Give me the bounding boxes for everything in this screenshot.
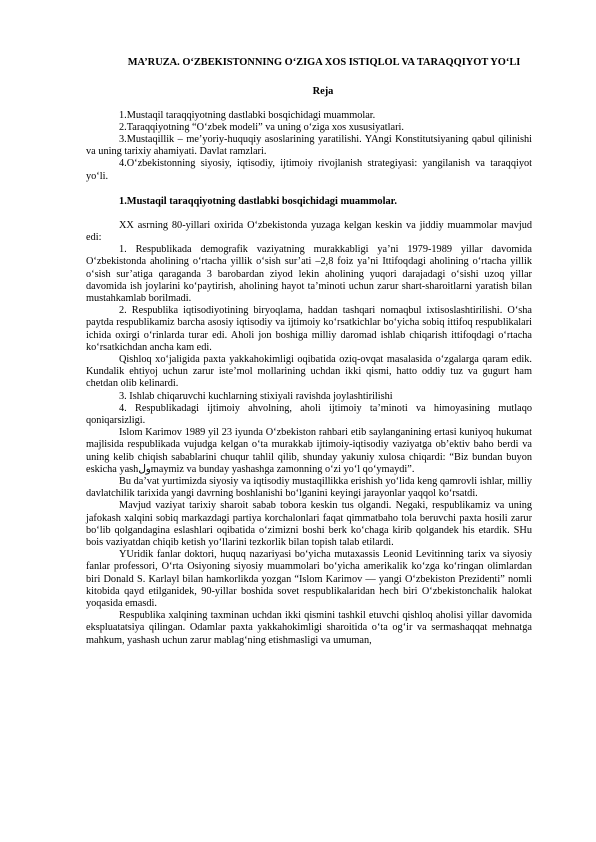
body-paragraph: Mavjud vaziyat tarixiy sharoit sabab tobora keskin tus olgandi. Negaki, respublikamiz va uning jafokash xalqini sobiq markazdagi partiya korchalonlari faqat qimmatbaho tola beruvchi paxta hosili zarur bo‘lib qolgandagina eslashlari oqibatida o‘zimizni boshi berk ko‘chaga kirib qolgandek his etardik. SHu bois vaziyatdan chiqib ketish yo‘llarini tezkorlik bilan topish talab etilardi. <box>86 500 532 548</box>
document-body <box>86 56 532 647</box>
body-paragraph: XX asrning 80-yillari oxirida O‘zbekistonda yuzaga kelgan keskin va jiddiy muammolar mavjud edi: <box>86 219 532 243</box>
plan-list <box>86 110 532 183</box>
body-paragraph: Respublika xalqining taxminan uchdan ikki qismini tashkil etuvchi qishloq aholisi yillar davomida ekspluatatsiya qilingan. Odamlar paxta yakkahokimligi sharoitida o‘ta og‘ir va sermashaqqat mehnatga mahkum, yashash uchun zarur mablag‘ning etishmasligi va umuman, <box>86 610 532 646</box>
body-paragraph: 2. Respublika iqtisodiyotining biryoqlama, haddan tashqari nomaqbul ixtisoslashtirilishi. O‘sha paytda respublikamiz barcha asosiy iqtisodiy va ijtimoiy ko‘rsatkichlar bo‘yicha sobiq ittifoq respublikalari ichida oxirgi o‘rinlarda turar edi. Aholi jon boshiga milliy daromad ishlab chiqarish ittifoqdagi o‘rtacha ko‘rsatkichdan ancha kam edi. <box>86 305 532 353</box>
body-paragraph: Islom Karimov 1989 yil 23 iyunda O‘zbekiston rahbari etib saylanganining ertasi kuniyoq hukumat majlisida respublikada vujudga kelgan o‘ta murakkab ijtimoiy-iqtisodiy vaziyatga ob’ektiv baho berdi va uning kelib chiqish sabablarini chuqur tahlil qilib, shunday yakuniy xulosa chiqardi: “Biz bundan buyon eskicha yashولmaymiz va bunday yashashga zamonning o‘zi yo‘l qo‘ymaydi”. <box>86 427 532 475</box>
plan-heading: Reja <box>312 85 334 97</box>
section-text <box>86 220 532 647</box>
body-paragraph: YUridik fanlar doktori, huquq nazariyasi bo‘yicha mutaxassis Leonid Levitinning tarix va siyosiy fanlar professori, O‘rta Osiyoning siyosiy muammolari bo‘yicha amerikalik ko‘zga ko‘ringan olimlardan biri Donald S. Karlayl bilan hamkorlikda yozgan “Islom Karimov — yangi O‘zbekiston Prezidenti” nomli kitobida qayd etilganidek, 90-yillar boshida sovet respublikalaridan hech biri O‘zbekistonchalik halokat yoqasida emasdi. <box>86 549 532 610</box>
body-paragraph: Qishloq xo‘jaligida paxta yakkahokimligi oqibatida oziq-ovqat masalasida o‘zgalarga qaram edik. Kundalik ehtiyoj uchun zarur iste’mol mollarining uchdan ikki qismi, hatto oddiy tuz va gugurt ham chetdan olib kelinardi. <box>86 353 532 390</box>
section-heading: 1.Mustaqil taraqqiyotning dastlabki bosqichidagi muammolar. <box>119 195 397 207</box>
body-paragraph: 4. Respublikadagi ijtimoiy ahvolning, aholi ijtimoiy ta’minoti va himoyasining mutlaqo qoniqarsizligi. <box>86 402 532 426</box>
plan-item: 4.O‘zbekistonning siyosiy, iqtisodiy, ijtimoiy rivojlanish strategiyasi: yangilanish va taraqqiyot yo‘li. <box>86 158 532 182</box>
plan-item: 3.Mustaqillik – me’yoriy-huquqiy asoslarining yaratilishi. YAngi Konstitutsiyaning qabul qilinishi va uning tarixiy ahamiyati. Davlat ramzlari. <box>86 133 532 158</box>
plan-item: 2.Taraqqiyotning “O‘zbek modeli” va uning o‘ziga xos xususiyatlari. <box>119 121 404 133</box>
body-paragraph: 1. Respublikada demografik vaziyatning murakkabligi ya’ni 1979-1989 yillar davomida O‘zbekistonda aholining o‘rtacha yillik o‘sish sur’ati –2,8 foiz ya’ni Ittifoqdagi aholining o‘rtacha yillik o‘sish sur’atiga qaraganda 3 barobardan ziyod lekin aholining yuqori darajadagi o‘sishi uzoq yillar davomida ish joylarini ko‘paytirish, aholining hayot ta’minoti uchun zarur shart-sharoitlarni yaratish bilan mustahkamlab borilmadi. <box>86 244 532 304</box>
lecture-title: MA’RUZA. O‘ZBEKISTONNING O‘ZIGA XOS ISTIQLOL VA TARAQQIYOT YO‘LI <box>127 57 521 68</box>
body-paragraph: Bu da’vat yurtimizda siyosiy va iqtisodiy mustaqillikka erishish yo‘lida keng qamrovli ishlar, milliy davlatchilik tarixida yangi davrning boshlanishi bo‘lganini keyingi jarayonlar yaqqol ko‘rsatdi. <box>86 475 532 500</box>
body-paragraph: 3. Ishlab chiqaruvchi kuchlarning stixiyali ravishda joylashtirilishi <box>119 390 393 402</box>
plan-item: 1.Mustaqil taraqqiyotning dastlabki bosqichidagi muammolar. <box>119 109 376 121</box>
